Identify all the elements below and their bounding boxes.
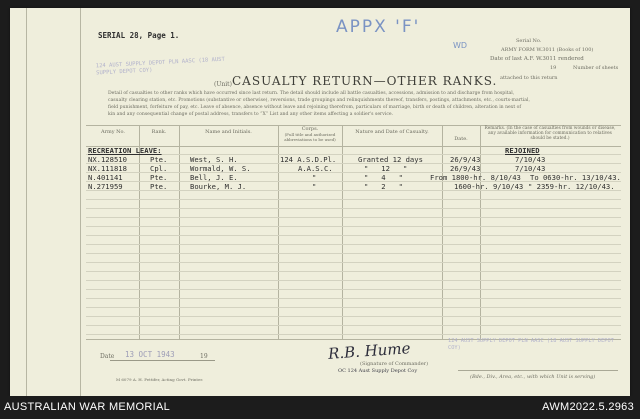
rank-cell: Pte.: [150, 173, 168, 182]
corps-cell: A.A.S.C.: [298, 164, 333, 173]
army-no-cell: NX.128510: [88, 155, 127, 164]
ruled-line: [86, 208, 621, 209]
ruled-line: [86, 334, 621, 335]
unit-label: (Unit): [214, 81, 232, 88]
header-nature: Nature and Date of Casualty.: [355, 129, 429, 135]
army-no-cell: NX.111818: [88, 164, 127, 173]
printer-imprint: M 6079 A. H. Pettifer, Acting Govt. Printer.: [116, 377, 204, 382]
ruled-line: [86, 271, 621, 272]
army-no-cell: N.401141: [88, 173, 123, 182]
section-heading: RECREATION LEAVE:: [88, 146, 162, 155]
footer-year-label: 19: [200, 353, 208, 360]
header-corps-note: (Full title and authorized abbreviations to be used): [284, 132, 336, 142]
rejoined-heading: REJOINED: [505, 146, 540, 155]
ruled-line: [86, 316, 621, 317]
table-header-rule: [86, 146, 621, 147]
instruction-line: casualty clearing station, etc. Promotions (substantive or otherwise), reversions, trade groupings and relinquishments thereof, transfers, postings, attachments, etc., courts-martial,: [108, 98, 530, 103]
ruled-line: [86, 298, 621, 299]
ruled-line: [86, 307, 621, 308]
archive-name: AUSTRALIAN WAR MEMORIAL: [4, 401, 171, 413]
remarks-cell: " 2359-hr. 12/10/43.: [528, 182, 615, 191]
rank-cell: Pte.: [150, 182, 168, 191]
date-cell: 1600-hr. 9/10/43: [454, 182, 524, 191]
name-cell: Bourke, M. J.: [190, 182, 247, 191]
header-remarks: Remarks. (In the case of casualties from wounds or disease, any available information for communication to relatives should be stated.): [484, 126, 616, 141]
form-title: CASUALTY RETURN—OTHER RANKS.: [232, 74, 498, 88]
ruled-line: [86, 217, 621, 218]
archive-reference: AWM2022.5.2963: [542, 401, 634, 413]
instruction-line: kin and any consequential change of postal address, transfers to “X” List and any other items affecting a soldier's service.: [108, 112, 394, 117]
margin-line: [80, 8, 81, 396]
ruled-line: [86, 289, 621, 290]
sheets-label: Number of sheets: [573, 65, 619, 71]
unit-stamp: 124 AUST SUPPLY DEPOT PLN AASC (18 AUST SUPPLY DEPOT COY): [95, 56, 226, 77]
serial-label: SERIAL 28, Page 1.: [98, 31, 180, 40]
date-cell: 26/9/43: [450, 155, 481, 164]
commander-signature: R.B. Hume: [327, 339, 411, 363]
army-no-cell: N.271959: [88, 182, 123, 191]
signature-unit: OC 124 Aust Supply Depot Coy: [338, 368, 418, 374]
date-cell: 26/9/43: [450, 164, 481, 173]
bde-label: (Bde., Div., Area, etc., with which Unit is serving): [470, 374, 596, 380]
signature-title-label: (Signature of Commander): [360, 361, 429, 367]
document-sheet: [10, 8, 630, 396]
ruled-line: [86, 226, 621, 227]
margin-line: [26, 8, 27, 396]
nature-cell: Granted 12 days: [358, 155, 423, 164]
date-stamp: 13 OCT 1943: [125, 350, 175, 359]
instruction-line: field punishment, forfeiture of pay, etc. Leave of absence, absence without leave and rejoining therefrom, particulars of marriage, birth or death of children, alteration in next of: [108, 105, 522, 110]
ruled-line: [86, 262, 621, 263]
remarks-cell: 7/10/43: [515, 155, 546, 164]
bde-line: [458, 370, 618, 371]
header-name: Name and Initials.: [205, 129, 252, 135]
ruled-line: [86, 280, 621, 281]
instructions: [108, 90, 558, 118]
ruled-line: [86, 235, 621, 236]
serial-no-label: Serial No.: [516, 38, 542, 44]
attached-label: attached to this return: [500, 75, 558, 81]
corps-cell: 124 A.S.D.Pl.: [280, 155, 337, 164]
rank-cell: Pte.: [150, 155, 168, 164]
bottom-unit-stamp: 124 AUST SUPPLY DEPOT PLN AASC (18 AUST SUPPLY DEPOT COY): [448, 338, 614, 351]
date-cell: From 1800-hr. 8/10/43: [430, 173, 521, 182]
remarks-cell: To 0630-hr. 13/10/43.: [530, 173, 621, 182]
corps-cell: ": [312, 173, 317, 182]
header-rank: Rank.: [151, 129, 167, 135]
ruled-line: [86, 325, 621, 326]
rank-cell: Cpl.: [150, 164, 168, 173]
name-cell: Wormald, W. S.: [190, 164, 251, 173]
header-corps: Corps.: [301, 126, 319, 132]
corps-cell: ": [312, 182, 317, 191]
appendix-mark: APPX 'F': [336, 17, 421, 37]
instruction-line: Detail of casualties to other ranks which have occurred since last return. The detail should include all battle casualties, accessions, admission to and discharge from hospital,: [108, 91, 515, 96]
nature-cell: " 2 ": [364, 182, 403, 191]
header-date: Date.: [454, 136, 468, 142]
date-last-label: Date of last A.F. W.3011 rendered: [490, 56, 584, 62]
form-number: ARMY FORM W.3011 (Books of 100): [501, 47, 594, 53]
nature-cell: " 12 ": [364, 164, 408, 173]
year-label: 19: [550, 65, 557, 71]
date-label: Date: [100, 353, 115, 360]
nature-cell: " 4 ": [364, 173, 403, 182]
name-cell: Bell, J. E.: [190, 173, 238, 182]
ruled-line: [86, 199, 621, 200]
date-underline: [110, 360, 215, 361]
ruled-line: [86, 244, 621, 245]
remarks-cell: 7/10/43: [515, 164, 546, 173]
initials-mark: WD: [453, 41, 468, 50]
ruled-line: [86, 253, 621, 254]
name-cell: West, S. H.: [190, 155, 238, 164]
header-army-no: Army No.: [100, 129, 126, 135]
archive-caption-bar: [0, 396, 640, 419]
